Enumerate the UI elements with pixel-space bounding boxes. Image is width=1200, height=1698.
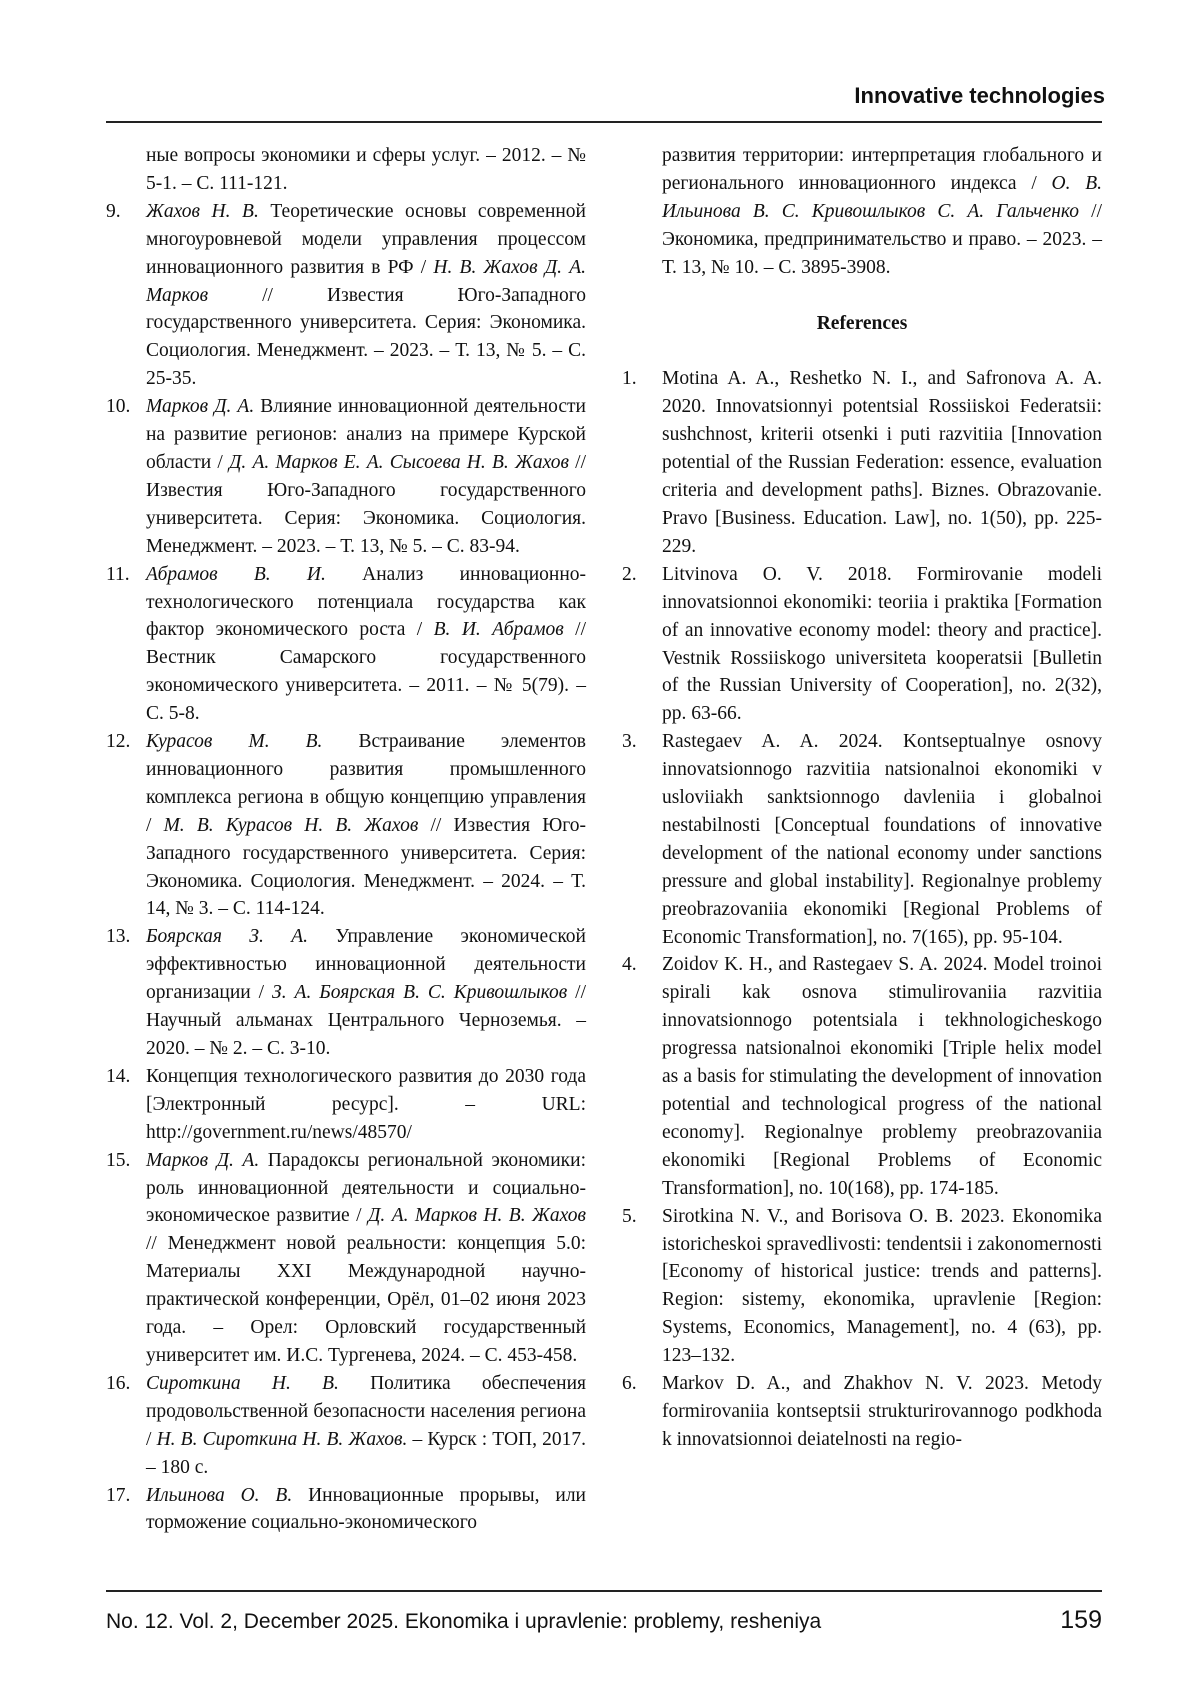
page-footer: [106, 1606, 1102, 1635]
reference-tail: // Научный альманах Центрального Черноземья. – 2020. – № 2. – С. 3-10.: [146, 982, 587, 1059]
reference-editors: Н. В. Сироткина Н. В. Жахов.: [156, 1428, 408, 1450]
reference-text: Влияние инновационной деятельности на развитие регионов: анализ на примере Курской области /: [146, 396, 586, 473]
reference-editors: О. В. Ильинова В. С. Кривошлыков С. А. Гальченко: [662, 172, 1102, 222]
reference-item: [622, 728, 1102, 951]
reference-item: [106, 728, 586, 923]
reference-number: 11.: [106, 563, 130, 585]
reference-item: [106, 393, 586, 560]
reference-item: [106, 561, 586, 728]
reference-editors: Н. В. Жахов Д. А. Марков: [146, 256, 586, 306]
reference-item: [106, 1482, 586, 1538]
right-reference-list: [622, 365, 1102, 1453]
reference-text: Анализ инновационно-технологического потенциала государства как фактор экономического роста /: [146, 563, 586, 641]
reference-tail: – Курск : ТОП, 2017. – 180 с.: [146, 1428, 587, 1478]
reference-text: Инновационные прорывы, или торможение социально-экономического: [146, 1484, 586, 1534]
left-reference-list: [106, 198, 586, 1538]
reference-number: 13.: [106, 926, 131, 948]
reference-number: 1.: [622, 368, 637, 390]
reference-body: Litvinova O. V. 2018. Formirovanie modeli innovatsionnoi ekonomiki: teoriia i praktika [Formation of an innovative economy model: theory and practice]. Vestnik Rossiiskogo universiteta kooperatsii [Bulletin of the Russian University of Cooperation], no. 2(32), pp. 63-66.: [662, 563, 1102, 725]
reference-number: 6.: [622, 1373, 637, 1395]
reference-item: [622, 951, 1102, 1202]
reference-item: [106, 198, 586, 393]
reference-tail: // Менеджмент новой реальности: концепция 5.0: Материалы XXI Международной научно-практической конференции, Орёл, 01–02 июня 2023 года. – Орел: Орловский государственный университет им. И.С. Тургенева, 2024. – С. 453-458.: [146, 1233, 586, 1366]
journal-info: No. 12. Vol. 2, December 2025. Ekonomika i upravlenie: problemy, resheniya: [106, 1610, 822, 1633]
reference-editors: М. В. Курасов Н. В. Жахов: [163, 814, 419, 836]
reference-editors: Д. А. Марков Е. А. Сысоева Н. В. Жахов: [229, 451, 569, 473]
reference-item: [622, 561, 1102, 728]
reference-text: Политика обеспечения продовольственной безопасности населения региона /: [146, 1372, 586, 1450]
reference-tail: // Экономика, предпринимательство и право. – 2023. – Т. 13, № 10. – С. 3895-3908.: [662, 200, 1102, 278]
reference-body: Zoidov K. H., and Rastegaev S. A. 2024. Model troinoi spirali kak osnova stimulirovaniia razvitiia innovatsionnogo potentsiala i tekhnologicheskogo progressa natsionalnoi ekonomiki [Triple helix model as a basis for stimulating the development of innovation potential and technological progress of the national economy]. Regionalnye problemy preobrazovaniia ekonomiki [Regional Problems of Economic Transformation], no. 10(168), pp. 174-185.: [662, 954, 1102, 1199]
reference-text: Парадоксы региональной экономики: роль инновационной деятельности и социально-экономическое развитие /: [146, 1149, 586, 1227]
reference-item: [106, 1147, 586, 1370]
section-title: Innovative technologies: [854, 83, 1105, 108]
reference-item: [106, 1370, 586, 1482]
reference-editors: В. И. Абрамов: [433, 619, 564, 641]
reference-text: Встраивание элементов инновационного развития промышленного комплекса региона в общую концепцию управления /: [146, 731, 586, 836]
reference-number: 12.: [106, 731, 131, 753]
reference-body: [146, 561, 586, 728]
references-heading: References: [816, 312, 908, 334]
reference-author: Боярская З. А.: [146, 926, 308, 948]
reference-body: [146, 923, 586, 1063]
reference-item: [106, 1063, 586, 1147]
reference-author: Жахов Н. В.: [146, 200, 259, 222]
footer-rule: [106, 1590, 1102, 1592]
page-number: 159: [1060, 1606, 1102, 1634]
reference-body: [146, 1063, 586, 1147]
reference-author: Курасов М. В.: [146, 731, 323, 753]
reference-item: [106, 923, 586, 1063]
reference-item: [622, 365, 1102, 560]
reference-editors: З. А. Боярская В. С. Кривошлыков: [272, 982, 568, 1004]
reference-number: 4.: [622, 954, 637, 976]
reference-text: развития территории: интерпретация глобального и регионального инновационного индекса /: [662, 145, 1102, 194]
reference-body: Rastegaev A. A. 2024. Kontseptualnye osnovy innovatsionnogo razvitiia natsionalnoi ekonomiki v usloviiakh sanktsionnogo davleniia i globalnoi nestabilnosti [Conceptual foundations of innovative development of the national economy under sanctions pressure and global instability]. Regionalnye problemy preobrazovaniia ekonomiki [Regional Problems of Economic Transformation], no. 7(165), pp. 95-104.: [662, 731, 1102, 948]
reference-author: Сироткина Н. В.: [146, 1372, 339, 1394]
reference-number: 17.: [106, 1484, 131, 1506]
reference-item: [622, 1203, 1102, 1370]
reference-editors: Д. А. Марков Н. В. Жахов: [368, 1205, 587, 1227]
reference-tail: // Вестник Самарского государственного экономического университета. – 2011. – № 5(79). – С. 5-8.: [146, 619, 586, 725]
reference-body: [146, 1482, 586, 1538]
reference-text: Теоретические основы современной многоуровневой модели управления процессом инновационного развития в РФ /: [146, 200, 586, 278]
reference-item: [622, 1370, 1102, 1454]
reference-number: 3.: [622, 731, 637, 753]
reference-body: [146, 1147, 586, 1370]
reference-tail: // Известия Юго-Западного государственного университета. Серия: Экономика. Социология. Менеджмент. – 2023. – Т. 13, № 5. – С. 83-94.: [146, 451, 586, 557]
reference-body: [146, 198, 586, 393]
reference-author: Марков Д. А.: [146, 396, 255, 418]
left-column: [106, 142, 586, 1537]
reference-number: 10.: [106, 396, 131, 418]
reference-number: 2.: [622, 563, 637, 585]
reference-author: Марков Д. А.: [146, 1149, 260, 1171]
reference-tail: // Известия Юго-Западного государственного университета. Серия: Экономика. Социология. Менеджмент. – 2023. – Т. 13, № 5. – С. 25-35.: [146, 284, 586, 390]
reference-number: 9.: [106, 200, 121, 222]
right-column: [622, 142, 1102, 1454]
reference-body: [146, 1370, 586, 1482]
header-rule: [106, 121, 1102, 123]
reference-number: 14.: [106, 1065, 131, 1087]
reference-text: Концепция технологического развития до 2030 года [Электронный ресурс]. – URL: http://government.ru/news/48570/: [146, 1065, 586, 1143]
reference-number: 5.: [622, 1205, 637, 1227]
reference-continuation: [662, 142, 1102, 282]
reference-body: [146, 728, 586, 923]
reference-body: [146, 393, 586, 560]
reference-tail: // Известия Юго-Западного государственного университета. Серия: Экономика. Социология. Менеджмент. – 2024. – Т. 14, № 3. – С. 114-124.: [146, 814, 586, 920]
reference-number: 16.: [106, 1372, 131, 1394]
reference-number: 15.: [106, 1149, 131, 1171]
reference-text: Управление экономической эффективностью инновационной деятельности организации /: [146, 926, 586, 1004]
reference-continuation: ные вопросы экономики и сферы услуг. – 2012. – № 5-1. – С. 111-121.: [146, 145, 586, 194]
reference-body: Motina A. A., Reshetko N. I., and Safronova A. A. 2020. Innovatsionnyi potentsial Rossiiskoi Federatsii: sushchnost, kriterii otsenki i puti razvitiia [Innovation potential of the Russian Federation: essence, evaluation criteria and development paths]. Biznes. Obrazovanie. Pravo [Business. Education. Law], no. 1(50), pp. 225-229.: [662, 368, 1102, 557]
reference-author: Абрамов В. И.: [146, 563, 326, 585]
reference-author: Ильинова О. В.: [146, 1484, 293, 1506]
reference-body: Markov D. A., and Zhakhov N. V. 2023. Metody formirovaniia kontseptsii strukturirovannogo podkhoda k innovatsionnoi deiatelnosti na regio-: [662, 1373, 1102, 1450]
reference-body: Sirotkina N. V., and Borisova O. B. 2023. Ekonomika istoricheskoi spravedlivosti: tendentsii i zakonomernosti [Economy of historical justice: trends and patterns]. Region: sistemy, ekonomika, upravlenie [Region: Systems, Economics, Management], no. 4 (63), pp. 123–132.: [662, 1205, 1102, 1367]
